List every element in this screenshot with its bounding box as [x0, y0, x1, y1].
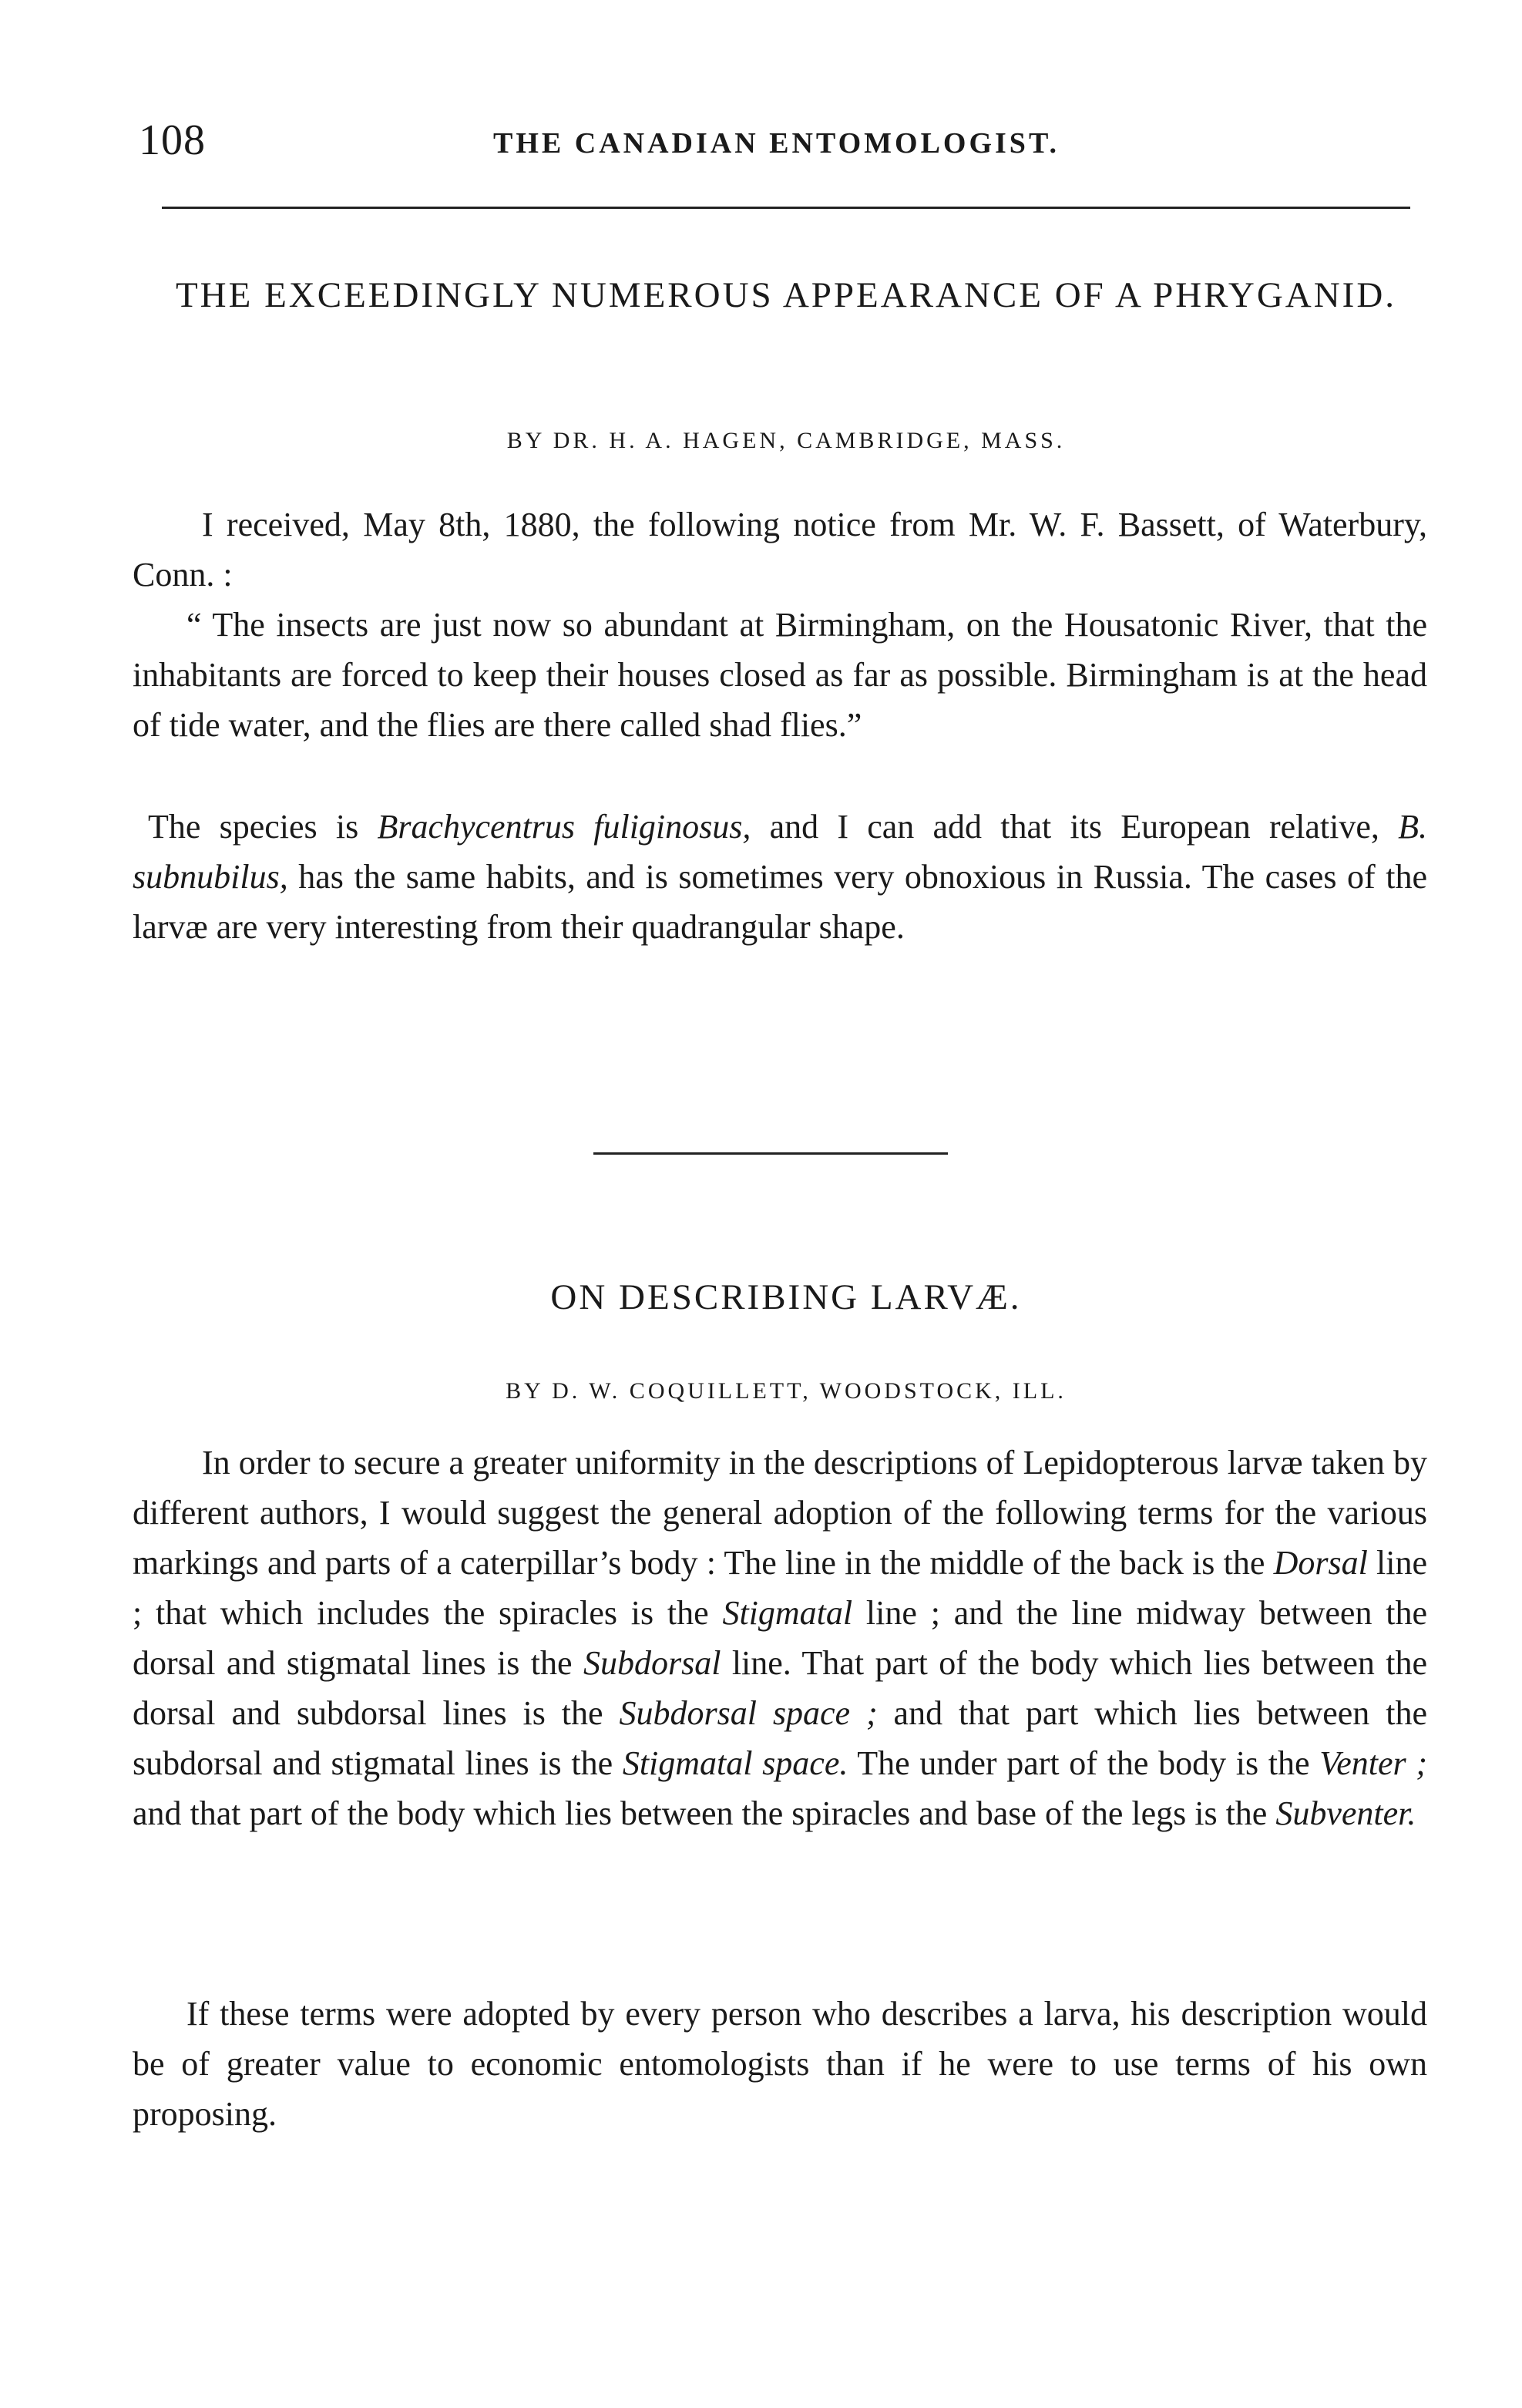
text-run: and that part of the body which lies between the spiracles and base of the legs is the	[133, 1794, 1276, 1832]
text-run: line ; and the line midway between the dorsal and stigmatal lines is the	[133, 1594, 1427, 1682]
quoted-paragraph: “ The insects are just now so abundant at Birmingham, on the Housatonic River, that the inhabitants are forced to keep their houses closed as far as possible. Birmingham is at the head of tide water, and the flies are there called shad flies.”	[133, 606, 1427, 744]
article-title: THE EXCEEDINGLY NUMEROUS APPEARANCE OF A PHRYGANID.	[175, 275, 1397, 315]
text-run: and I can add that its European relative,	[751, 808, 1399, 846]
text-run: The under part of the body is the	[848, 1744, 1320, 1782]
paragraph	[133, 802, 1427, 952]
text-run: In order to secure a greater uniformity in the descriptions of Lepidopterous larvæ taken by different authors, I would suggest the general adoption of the following terms for the various markings and parts of a caterpillar’s body : The line in the middle of the back is the	[133, 1444, 1427, 1582]
paragraph	[133, 1438, 1427, 1838]
species-name: B. subnubilus,	[133, 808, 1428, 896]
text-run: The species is	[148, 808, 378, 846]
article-byline: BY D. W. COQUILLETT, WOODSTOCK, ILL.	[506, 1378, 1067, 1404]
header-rule	[162, 207, 1410, 209]
paragraph: I received, May 8th, 1880, the following notice from Mr. W. F. Bassett, of Waterbury, Conn. :	[133, 506, 1427, 594]
term: Stigmatal	[722, 1594, 853, 1632]
text-run: and that part which lies between the subdorsal and stigmatal lines is the	[133, 1694, 1427, 1782]
term: Venter ;	[1319, 1744, 1427, 1782]
term: Subventer.	[1275, 1794, 1416, 1832]
species-name: Brachycentrus fuliginosus,	[377, 808, 751, 846]
term: Dorsal	[1273, 1544, 1368, 1582]
text-run: has the same habits, and is sometimes very obnoxious in Russia. The cases of the larvæ are very interesting from their quadrangular shape.	[133, 858, 1427, 946]
term: Subdorsal space ;	[619, 1694, 878, 1732]
term: Stigmatal space.	[622, 1744, 848, 1782]
text-run: line. That part of the body which lies between the dorsal and subdorsal lines is the	[133, 1644, 1427, 1732]
page-header	[139, 116, 1418, 170]
article-byline: BY DR. H. A. HAGEN, CAMBRIDGE, MASS.	[506, 428, 1066, 453]
page-number: 108	[139, 116, 206, 164]
paragraph: If these terms were adopted by every person who describes a larva, his description would be of greater value to economic entomologists than if he were to use terms of his own proposing.	[133, 1995, 1427, 2133]
section-divider	[593, 1152, 948, 1155]
text-run: line ; that which includes the spiracles is the	[133, 1544, 1427, 1632]
article-title: ON DESCRIBING LARVÆ.	[550, 1277, 1022, 1317]
running-title: THE CANADIAN ENTOMOLOGIST.	[493, 127, 1060, 160]
term: Subdorsal	[583, 1644, 721, 1682]
